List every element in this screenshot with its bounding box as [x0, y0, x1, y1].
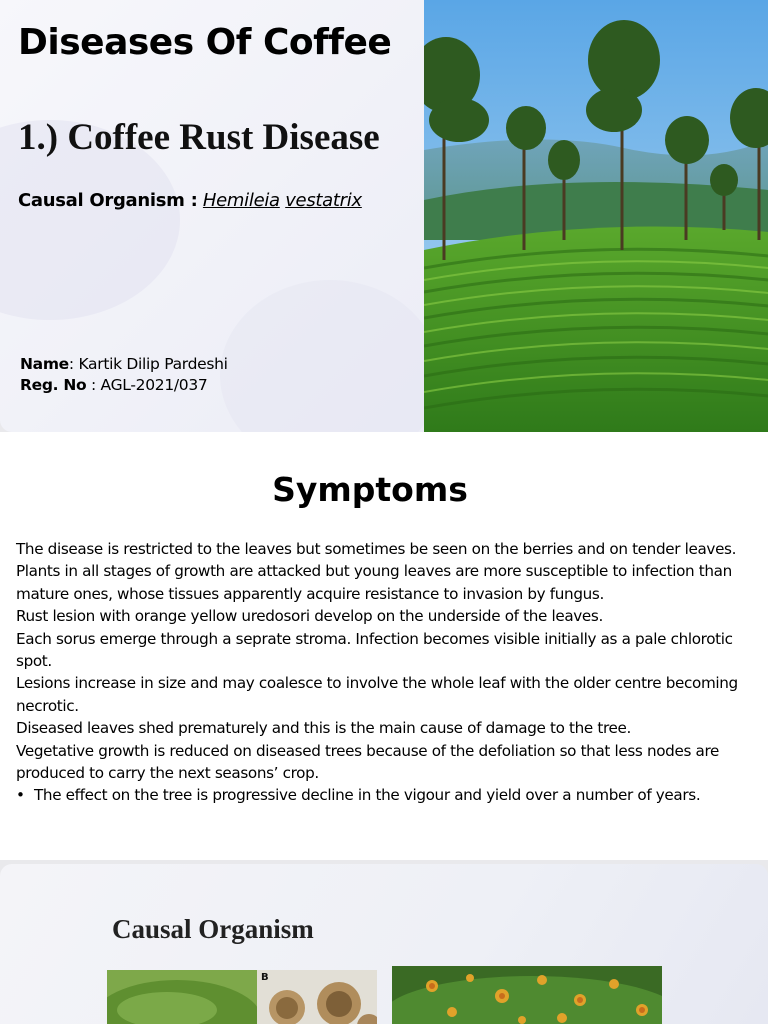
organism-species: vestatrix [285, 190, 362, 211]
symptoms-slide [0, 432, 768, 860]
organism-genus: Hemileia [202, 190, 280, 211]
symptoms-body [16, 538, 764, 807]
symptom-paragraph: Diseased leaves shed prematurely and this is the main cause of damage to the tree. [16, 719, 631, 738]
symptom-paragraph: Lesions increase in size and may coalesce to involve the whole leaf with the older centre becoming necrotic. [16, 674, 738, 715]
reg-value: : AGL-2021/037 [86, 376, 208, 394]
rust-infected-leaf-photo [392, 966, 662, 1024]
author-name-row [20, 354, 228, 375]
disease-title: 1.) Coffee Rust Disease [18, 117, 380, 158]
background-swirl [220, 280, 440, 432]
symptom-paragraph: Vegetative growth is reduced on diseased trees because of the defoliation so that less nodes are produced to carry the next seasons’ crop. [16, 741, 720, 783]
causal-organism-line [18, 190, 362, 211]
symptom-bullet-text: The effect on the tree is progressive decline in the vigour and yield over a number of years. [34, 786, 701, 805]
symptom-paragraph: The disease is restricted to the leaves but sometimes be seen on the berries and on tender leaves. [16, 540, 737, 558]
symptom-paragraph: Each sorus emerge through a seprate stroma. Infection becomes visible initially as a pale chlorotic spot. [16, 629, 733, 671]
title-slide [0, 0, 768, 432]
causal-organism-label: Causal Organism : [18, 190, 198, 211]
micrograph-illustration [107, 970, 377, 1024]
symptom-paragraph: Rust lesion with orange yellow uredosori develop on the underside of the leaves. [16, 607, 603, 626]
bullet-icon: • [16, 786, 25, 805]
author-block [20, 354, 228, 396]
plantation-illustration [424, 0, 768, 432]
reg-label: Reg. No [20, 376, 87, 394]
leaf-illustration [392, 966, 662, 1024]
symptom-bullet [16, 784, 764, 806]
symptoms-title: Symptoms [272, 470, 468, 509]
presentation-title: Diseases Of Coffee [18, 22, 392, 63]
name-label: Name [20, 355, 69, 373]
coffee-plantation-photo [424, 0, 768, 432]
causal-organism-title: Causal Organism [112, 914, 314, 944]
causal-organism-slide [0, 864, 768, 1024]
name-value: : Kartik Dilip Pardeshi [68, 355, 228, 373]
symptom-paragraph: Plants in all stages of growth are attacked but young leaves are more susceptible to infection than mature ones, whose tissues apparently acquire resistance to invasion by fungus. [16, 562, 732, 603]
reg-number-row [20, 375, 228, 396]
rust-spores-micrograph [107, 970, 377, 1024]
panel-label: B [261, 972, 269, 983]
